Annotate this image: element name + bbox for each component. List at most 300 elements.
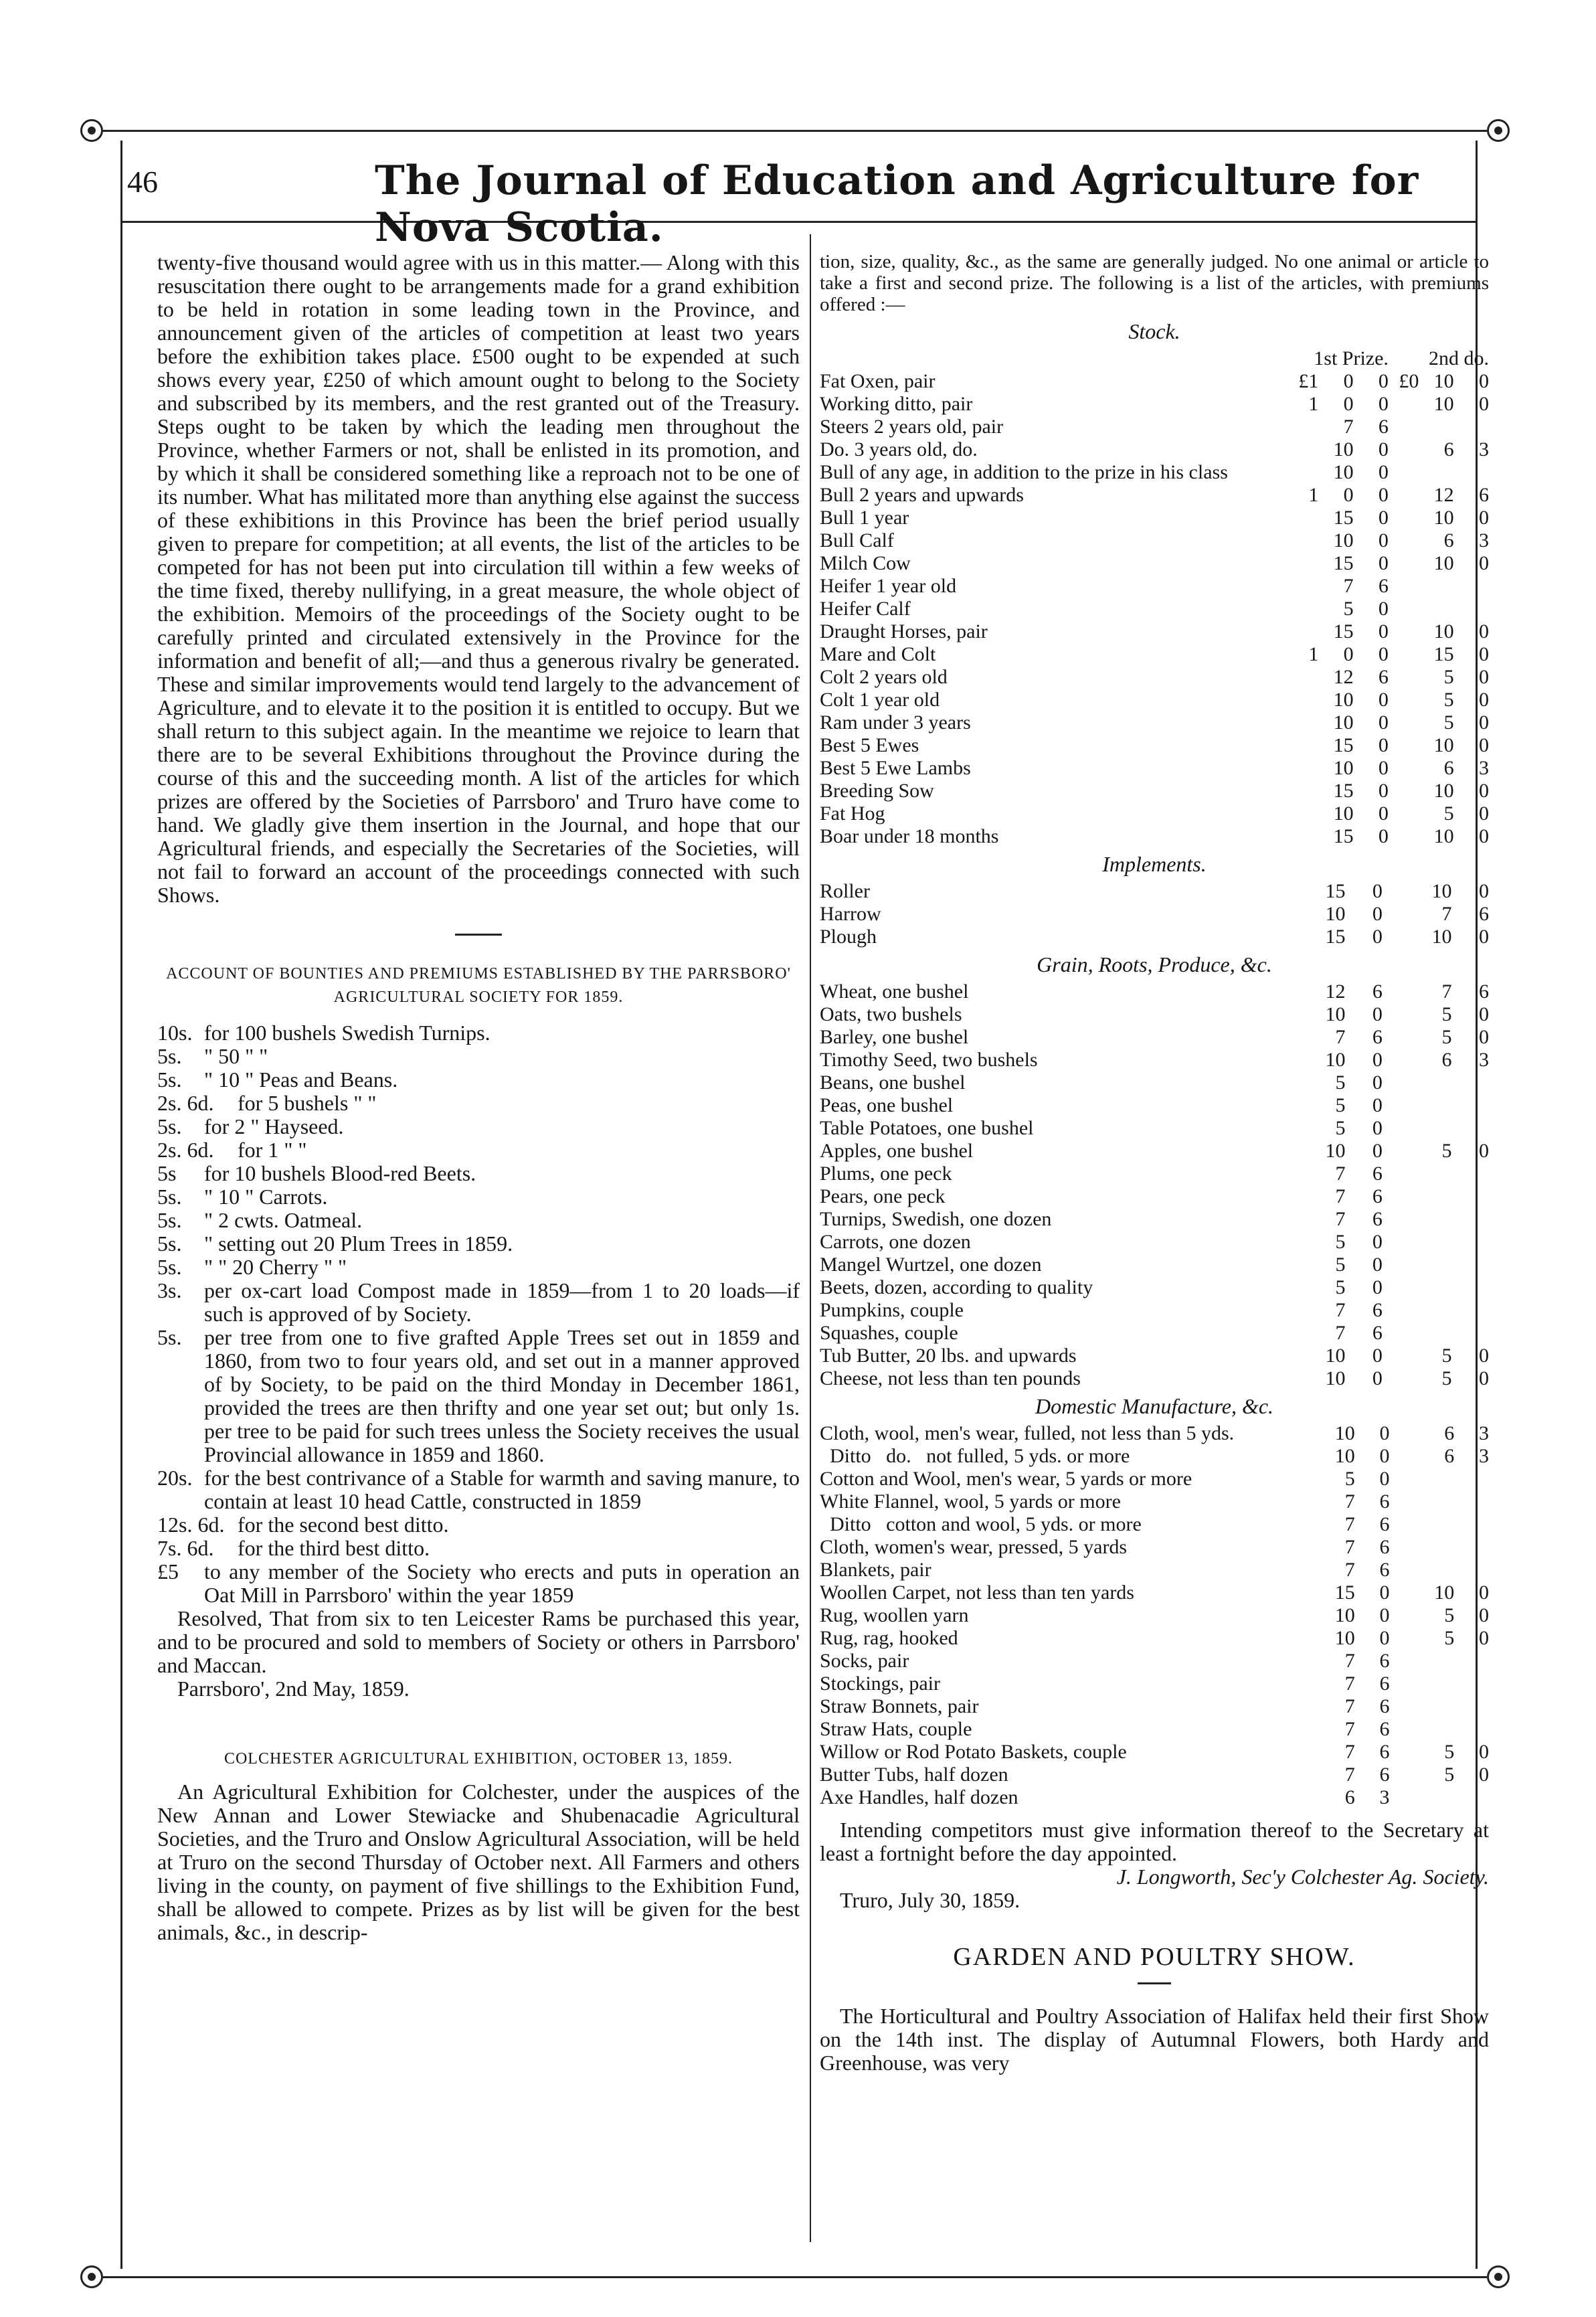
prize-item: Working ditto, pair	[820, 393, 973, 415]
prize-column-header	[820, 347, 1489, 370]
bounty-amount: £5	[157, 1559, 179, 1583]
prize-amount: 7	[1335, 1299, 1346, 1321]
prize-amount	[1415, 1185, 1451, 1208]
prize-amount	[1285, 1650, 1320, 1672]
prize-item: Ditto cotton and wool, 5 yds. or more	[820, 1513, 1142, 1535]
prize-row	[820, 1536, 1489, 1559]
prize-amount	[1454, 1718, 1489, 1741]
prize-amount	[1285, 1627, 1320, 1650]
prize-row	[820, 416, 1489, 438]
prize-amount: 7	[1344, 1650, 1355, 1672]
prize-amount	[1383, 1299, 1415, 1322]
prize-amount	[1452, 1231, 1490, 1254]
prize-section-title: Implements.	[1102, 852, 1207, 876]
prize-row	[820, 734, 1489, 757]
prize-amount	[1390, 1536, 1420, 1559]
prize-table	[820, 347, 1489, 848]
prize-amount: 6	[1378, 416, 1389, 438]
prize-amount: 5	[1444, 1741, 1455, 1763]
prize-item: Timothy Seed, two bushels	[820, 1049, 1038, 1071]
prize-amount	[1283, 711, 1318, 734]
prize-amount: 10	[1333, 461, 1354, 483]
prize-amount	[1389, 484, 1419, 507]
prize-amount	[1285, 1604, 1320, 1627]
prize-amount: 6	[1441, 1049, 1452, 1071]
prize-amount	[1390, 1468, 1420, 1490]
prize-amount: 7	[1344, 1559, 1355, 1581]
prize-amount	[1452, 1276, 1490, 1299]
prize-row	[820, 620, 1489, 643]
prize-amount: 0	[1372, 926, 1383, 948]
prize-amount: 5	[1335, 1117, 1346, 1139]
bounty-item	[157, 1466, 800, 1513]
bounty-description: for the best contrivance of a Stable for warmth and saving manure, to contain at least 10 head Cattle, constructed in 1859	[204, 1466, 800, 1513]
prize-item: Pears, one peck	[820, 1185, 946, 1207]
prize-amount: 10	[1325, 1003, 1346, 1025]
prize-amount: 0	[1479, 370, 1489, 392]
top-border-rule	[102, 130, 1487, 132]
prize-amount: 0	[1479, 1345, 1489, 1367]
prize-row	[820, 1764, 1489, 1786]
prize-amount: 7	[1344, 1513, 1355, 1535]
prize-item: Colt 1 year old	[820, 689, 940, 711]
prize-amount: 7	[1344, 1536, 1355, 1558]
prize-amount: 0	[1372, 1367, 1383, 1389]
section-divider	[455, 934, 502, 936]
prize-amount: 0	[1378, 552, 1389, 574]
prize-amount	[1285, 1513, 1320, 1536]
prize-amount	[1390, 1786, 1420, 1809]
prize-row	[820, 1650, 1489, 1672]
prize-amount	[1285, 1468, 1320, 1490]
prize-amount	[1390, 1741, 1420, 1764]
prize-amount	[1452, 1094, 1490, 1117]
prize-amount: 0	[1372, 1276, 1383, 1298]
prize-amount	[1389, 711, 1419, 734]
prize-amount: 0	[1372, 1117, 1383, 1139]
prize-amount: 7	[1344, 1764, 1355, 1786]
prize-amount: 7	[1344, 1741, 1355, 1763]
prize-row	[820, 1003, 1489, 1026]
prize-amount: 7	[1343, 416, 1354, 438]
prize-amount	[1420, 1513, 1455, 1536]
prize-amount	[1283, 780, 1318, 802]
prize-item: Turnips, Swedish, one dozen	[820, 1208, 1052, 1230]
prize-amount	[1452, 1163, 1490, 1185]
prize-item: Milch Cow	[820, 552, 911, 574]
prize-item: Bull of any age, in addition to the prize in his class	[820, 461, 1228, 483]
prize-amount	[1390, 1445, 1420, 1468]
bounty-description: " 50 " "	[204, 1044, 268, 1068]
prize-amount	[1283, 689, 1318, 711]
prize-amount: 5	[1343, 598, 1354, 620]
prize-amount: 0	[1378, 825, 1389, 847]
prize-amount	[1419, 416, 1453, 438]
prize-amount	[1415, 1299, 1451, 1322]
prize-item: Steers 2 years old, pair	[820, 416, 1004, 438]
prize-amount	[1389, 575, 1419, 598]
bounty-description: " 10 " Carrots.	[204, 1185, 328, 1209]
prize-amount: 3	[1479, 1422, 1489, 1444]
prize-row	[820, 780, 1489, 802]
prize-amount: 0	[1372, 1231, 1383, 1253]
prize-item: Ram under 3 years	[820, 711, 971, 734]
prize-amount	[1271, 1208, 1308, 1231]
prize-amount: 6	[1372, 1299, 1383, 1321]
prize-item: Rug, rag, hooked	[820, 1627, 958, 1649]
prize-amount: 0	[1479, 1140, 1489, 1162]
bounty-item	[157, 1115, 800, 1138]
bounty-item	[157, 1513, 800, 1537]
prize-amount: 1	[1308, 484, 1319, 506]
prize-amount: 0	[1479, 393, 1489, 415]
prize-amount	[1419, 461, 1453, 484]
prize-row	[820, 1208, 1489, 1231]
prize-amount	[1271, 1003, 1308, 1026]
prize-amount	[1389, 552, 1419, 575]
prize-amount	[1271, 1071, 1308, 1094]
prize-amount	[1283, 552, 1318, 575]
bounty-item	[157, 1138, 800, 1162]
page-header	[127, 157, 1466, 251]
prize-amount	[1383, 1117, 1415, 1140]
prize-amount	[1283, 734, 1318, 757]
prize-amount: 0	[1479, 1741, 1489, 1763]
prize-amount: 10	[1433, 620, 1454, 642]
prize-amount	[1420, 1695, 1455, 1718]
prize-amount: 5	[1443, 711, 1454, 734]
prize-amount	[1452, 1185, 1490, 1208]
prize-item: Plough	[820, 926, 877, 948]
prize-amount: 1	[1308, 643, 1319, 665]
prize-item: Mare and Colt	[820, 643, 936, 665]
prize-row	[820, 370, 1489, 393]
prize-amount: 0	[1479, 825, 1489, 847]
prize-amount	[1390, 1559, 1420, 1581]
prize-amount: 10	[1333, 711, 1354, 734]
prize-amount	[1452, 1254, 1490, 1276]
prize-item: Stockings, pair	[820, 1672, 940, 1695]
prize-amount	[1454, 1468, 1489, 1490]
right-column	[820, 251, 1489, 2075]
prize-item: Boar under 18 months	[820, 825, 999, 847]
prize-amount	[1389, 393, 1419, 416]
bounty-item	[157, 1560, 800, 1607]
prize-item: Table Potatoes, one bushel	[820, 1117, 1034, 1139]
bounty-description: " 2 cwts. Oatmeal.	[204, 1208, 363, 1232]
bounty-amount: 2s. 6d.	[157, 1091, 214, 1115]
corner-ornament-top-right	[1487, 119, 1510, 142]
prize-amount: 0	[1372, 1345, 1383, 1367]
editorial-paragraph: twenty-five thousand would agree with us in this matter.— Along with this resuscitation there ought to be arrangements made for a grand exhibition to be held in rotation in some leading town in the Province, and announcement given of the articles of competition at least two years before the exhibition takes place. £500 ought to be expended at such shows every year, £250 of which amount ought to belong to the Society and subscribed by its members, and the rest granted out of the Treasury. Steps ought to be taken by which the leading men throughout the Province, whether Farmers or not, shall be enlisted in its promotion, and by which it shall be considered something like a reproach not to be one of its number. What has militated more than anything else against the success of these exhibitions in this Province has been the brief period usually given to prepare for competition; at all events, the list of the articles to be competed for has not been put into circulation till within a few weeks of the time fixed, thereby nullifying, in a great measure, the whole object of the exhibition. Memoirs of the proceedings of the Society ought to be carefully printed and circulated extensively in the Province for the information and benefit of all;—and thus a generous rivalry be generated. These and similar improvements would tend largely to the advancement of Agriculture, and to elevate it to the position it is entitled to occupy. But we shall return to this subject again. In the meantime we rejoice to learn that there are to be several Exhibitions throughout the Province during the course of this and the succeeding month. A list of the articles for which prizes are offered by the Societies of Parrsboro' and Truro have come to hand. We gladly give them insertion in the Journal, and hope that our Agricultural friends, and especially the Secretaries of the Societies, will not fail to forward an account of the proceedings connected with such Shows.	[157, 250, 800, 907]
prize-row	[820, 1049, 1489, 1071]
bounty-description: for 1 " "	[238, 1138, 307, 1162]
prize-amount	[1271, 1163, 1308, 1185]
bounty-item	[157, 1232, 800, 1256]
prize-amount: 0	[1343, 643, 1354, 665]
prize-amount	[1383, 1276, 1415, 1299]
prize-amount	[1389, 438, 1419, 461]
prize-row	[820, 1140, 1489, 1163]
prize-row	[820, 575, 1489, 598]
bounty-amount: 2s. 6d.	[157, 1138, 214, 1162]
resolution-text: Resolved, That from six to ten Leicester Rams be purchased this year, and to be procured and sold to members of Society or others in Parrsboro' and Maccan.	[157, 1606, 800, 1677]
bounty-amount: 5s.	[157, 1255, 182, 1279]
prize-amount: £1	[1298, 370, 1319, 392]
prize-amount	[1383, 1140, 1415, 1163]
prize-amount	[1271, 926, 1308, 948]
prize-row	[820, 1695, 1489, 1718]
prize-amount	[1271, 1322, 1308, 1345]
prize-amount	[1285, 1422, 1320, 1445]
prize-amount: 6	[1379, 1741, 1390, 1763]
prize-amount: 6	[1379, 1559, 1390, 1581]
parrsboro-dateline: Parrsboro', 2nd May, 1859.	[177, 1677, 410, 1701]
prize-amount: 12	[1433, 484, 1454, 506]
prize-amount: 6	[1479, 980, 1489, 1003]
prize-amount: 5	[1335, 1276, 1346, 1298]
prize-amount: 7	[1335, 1163, 1346, 1185]
prize-amount	[1383, 1071, 1415, 1094]
prize-row	[820, 1071, 1489, 1094]
prize-amount	[1271, 1049, 1308, 1071]
prize-amount: 0	[1372, 1049, 1383, 1071]
prize-amount	[1415, 1254, 1451, 1276]
prize-amount	[1454, 461, 1489, 484]
prize-amount: 7	[1344, 1718, 1355, 1740]
prize-amount: 6	[1378, 666, 1389, 688]
prize-item: Cotton and Wool, men's wear, 5 yards or more	[820, 1468, 1192, 1490]
prize-item: Bull 1 year	[820, 507, 909, 529]
prize-amount: 10	[1334, 1422, 1355, 1444]
bounty-description: " " 20 Cherry " "	[204, 1255, 347, 1279]
bounty-description: per ox-cart load Compost made in 1859—from 1 to 20 loads—if such is approved of by Society.	[204, 1278, 800, 1326]
bottom-border-rule	[102, 2276, 1487, 2278]
prize-item: Wheat, one bushel	[820, 980, 969, 1003]
prize-amount: 3	[1479, 529, 1489, 551]
bounty-list	[157, 1021, 800, 1607]
prize-amount: 6	[1444, 1422, 1455, 1444]
prize-amount	[1452, 1208, 1490, 1231]
prize-amount: 10	[1433, 552, 1454, 574]
prize-row	[820, 1741, 1489, 1764]
corner-ornament-bottom-right	[1487, 2265, 1510, 2288]
journal-title: The Journal of Education and Agriculture for Nova Scotia.	[375, 157, 1419, 251]
corner-ornament-top-left	[80, 119, 103, 142]
prize-amount: 5	[1335, 1071, 1346, 1094]
bounty-amount: 7s. 6d.	[157, 1536, 214, 1560]
prize-amount: 10	[1325, 1140, 1346, 1162]
prize-row	[820, 1299, 1489, 1322]
prize-amount: 0	[1378, 598, 1389, 620]
prize-item: Best 5 Ewes	[820, 734, 919, 756]
prize-amount	[1271, 1140, 1308, 1163]
prize-item: Barley, one bushel	[820, 1026, 969, 1048]
prize-item: Cheese, not less than ten pounds	[820, 1367, 1081, 1389]
prize-amount: 5	[1443, 802, 1454, 825]
prize-amount: 0	[1378, 438, 1389, 460]
prize-row	[820, 802, 1489, 825]
prize-amount	[1271, 1299, 1308, 1322]
prize-amount: 0	[1479, 1026, 1489, 1048]
prize-amount	[1283, 507, 1318, 529]
prize-amount	[1271, 1367, 1308, 1390]
prize-amount	[1390, 1490, 1420, 1513]
prize-row	[820, 1117, 1489, 1140]
prize-amount	[1390, 1718, 1420, 1741]
prize-amount	[1283, 529, 1318, 552]
prize-amount: 15	[1333, 734, 1354, 756]
prize-amount: 10	[1333, 529, 1354, 551]
prize-amount	[1285, 1695, 1320, 1718]
first-prize-header: 1st Prize.	[1314, 347, 1389, 369]
prize-amount	[1383, 1231, 1415, 1254]
prize-row	[820, 926, 1489, 948]
prize-amount	[1383, 1208, 1415, 1231]
garden-divider	[1138, 1982, 1171, 1984]
bounty-description: " 10 " Peas and Beans.	[204, 1067, 398, 1092]
prize-amount: 0	[1379, 1627, 1390, 1649]
prize-amount: 0	[1479, 711, 1489, 734]
prize-amount	[1283, 461, 1318, 484]
prize-amount	[1383, 1026, 1415, 1049]
prize-amount: 0	[1372, 1071, 1383, 1094]
prize-amount	[1389, 507, 1419, 529]
prize-amount: 5	[1335, 1231, 1346, 1253]
bounty-description: for the second best ditto.	[238, 1513, 449, 1537]
prize-amount	[1271, 1276, 1308, 1299]
prize-amount: 5	[1441, 1003, 1452, 1025]
prize-row	[820, 1559, 1489, 1581]
prize-amount: 0	[1378, 711, 1389, 734]
prize-item: Woollen Carpet, not less than ten yards	[820, 1581, 1134, 1604]
bounty-amount: 5s.	[157, 1114, 182, 1138]
prize-amount: 0	[1479, 734, 1489, 756]
prize-amount	[1454, 1786, 1489, 1809]
prize-amount	[1285, 1490, 1320, 1513]
prize-row	[820, 1322, 1489, 1345]
prize-amount	[1452, 1299, 1490, 1322]
prize-amount: 15	[1433, 643, 1454, 665]
prize-row	[820, 1367, 1489, 1390]
prize-amount: 0	[1479, 689, 1489, 711]
prize-amount: 0	[1343, 393, 1354, 415]
prize-amount	[1415, 1071, 1451, 1094]
prize-row	[820, 1718, 1489, 1741]
prize-amount: 6	[1443, 529, 1454, 551]
prize-item: Colt 2 years old	[820, 666, 948, 688]
prize-amount: £0	[1399, 370, 1419, 392]
prize-row	[820, 1468, 1489, 1490]
prize-item: Draught Horses, pair	[820, 620, 988, 642]
prize-row	[820, 1445, 1489, 1468]
prize-tables	[820, 315, 1489, 1809]
prize-item: Heifer Calf	[820, 598, 911, 620]
prize-amount	[1383, 1367, 1415, 1390]
prize-row	[820, 1490, 1489, 1513]
prize-amount: 15	[1325, 926, 1346, 948]
prize-amount: 10	[1325, 1049, 1346, 1071]
prize-amount: 0	[1479, 1604, 1489, 1626]
prize-row	[820, 1604, 1489, 1627]
prize-amount: 5	[1441, 1345, 1452, 1367]
prize-item: Beets, dozen, according to quality	[820, 1276, 1093, 1298]
prize-amount	[1419, 598, 1453, 620]
secretary-signature: J. Longworth, Sec'y Colchester Ag. Society.	[1116, 1865, 1489, 1889]
prize-amount: 10	[1431, 926, 1452, 948]
prize-amount: 7	[1441, 903, 1452, 925]
prize-amount	[1389, 666, 1419, 689]
prize-item: Bull 2 years and upwards	[820, 484, 1024, 506]
prize-amount	[1420, 1672, 1455, 1695]
prize-amount	[1389, 689, 1419, 711]
bounty-amount: 5s.	[157, 1044, 182, 1068]
prize-amount: 0	[1479, 1003, 1489, 1025]
prize-item: Cloth, women's wear, pressed, 5 yards	[820, 1536, 1128, 1558]
prize-amount: 7	[1344, 1490, 1355, 1513]
prize-amount	[1390, 1695, 1420, 1718]
prize-row	[820, 461, 1489, 484]
bounty-amount: 5s.	[157, 1208, 182, 1232]
prize-amount: 3	[1379, 1786, 1390, 1808]
left-border-rule	[120, 141, 122, 2269]
prize-row	[820, 880, 1489, 903]
prize-amount: 0	[1378, 802, 1389, 825]
prize-amount	[1285, 1559, 1320, 1581]
prize-amount	[1283, 825, 1318, 848]
prize-item: Heifer 1 year old	[820, 575, 957, 597]
prize-section-title: Grain, Roots, Produce, &c.	[1037, 952, 1272, 976]
prize-row	[820, 1672, 1489, 1695]
prize-amount: 0	[1479, 802, 1489, 825]
prize-amount: 0	[1372, 1094, 1383, 1116]
bounties-heading: ACCOUNT OF BOUNTIES AND PREMIUMS ESTABLISHED BY THE PARRSBORO' AGRICULTURAL SOCIETY FOR 1859.	[166, 965, 791, 1006]
prize-row	[820, 711, 1489, 734]
prize-amount: 0	[1378, 620, 1389, 642]
prize-amount: 6	[1372, 1185, 1383, 1207]
prize-amount	[1383, 926, 1415, 948]
prize-row	[820, 1163, 1489, 1185]
prize-amount: 0	[1479, 552, 1489, 574]
prize-amount	[1283, 757, 1318, 780]
prize-amount	[1389, 825, 1419, 848]
prize-item: Bull Calf	[820, 529, 894, 551]
prize-amount: 0	[1372, 1003, 1383, 1025]
prize-amount	[1452, 1117, 1490, 1140]
prize-amount	[1452, 1071, 1490, 1094]
prize-row	[820, 598, 1489, 620]
prize-amount	[1390, 1672, 1420, 1695]
prize-row	[820, 1185, 1489, 1208]
prize-row	[820, 1627, 1489, 1650]
prize-amount: 0	[1479, 1764, 1489, 1786]
prize-row	[820, 757, 1489, 780]
prize-amount: 0	[1379, 1422, 1390, 1444]
colchester-heading: COLCHESTER AGRICULTURAL EXHIBITION, OCTOBER 13, 1859.	[224, 1750, 733, 1768]
bounty-item	[157, 1092, 800, 1115]
garden-show-heading: GARDEN AND POULTRY SHOW.	[953, 1943, 1356, 1971]
prize-item: Ditto do. not fulled, 5 yds. or more	[820, 1445, 1130, 1467]
prize-amount: 3	[1479, 757, 1489, 779]
bounty-item	[157, 1162, 800, 1185]
prize-amount	[1454, 1513, 1489, 1536]
bounty-item	[157, 1256, 800, 1279]
bounty-item	[157, 1185, 800, 1209]
prize-amount	[1389, 461, 1419, 484]
prize-amount	[1454, 1536, 1489, 1559]
prize-row	[820, 1094, 1489, 1117]
prize-amount: 6	[1344, 1786, 1355, 1808]
